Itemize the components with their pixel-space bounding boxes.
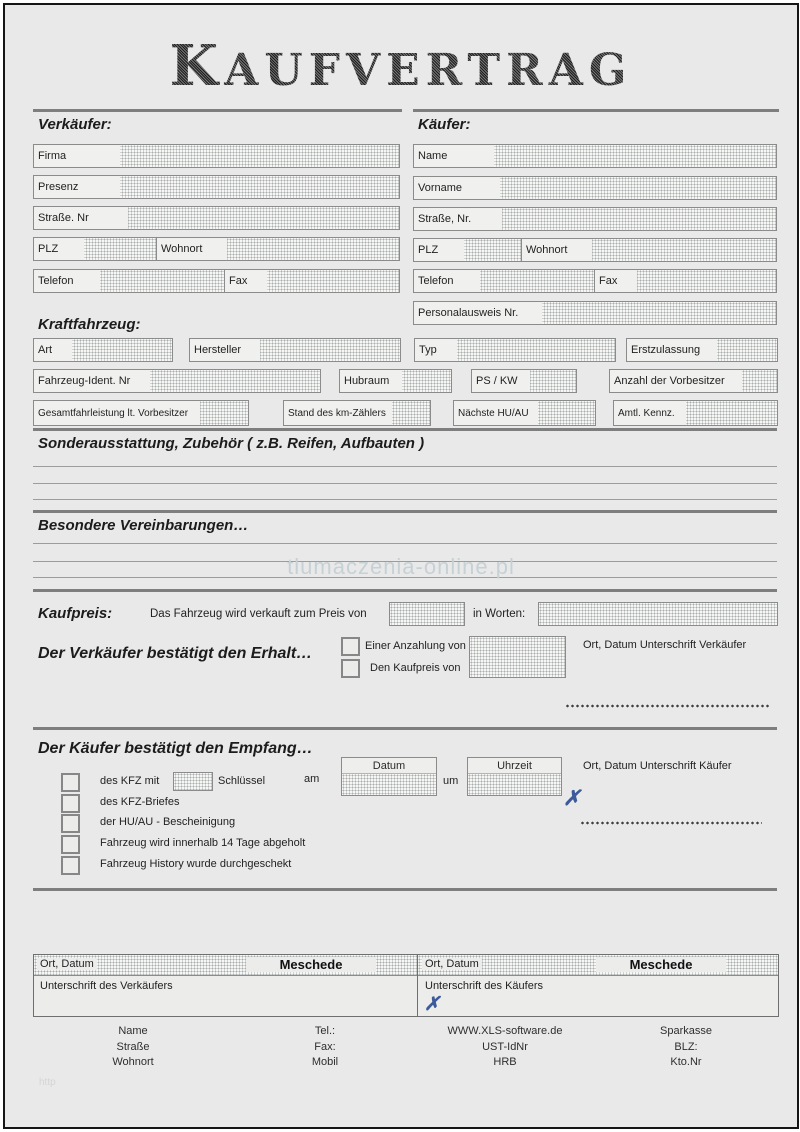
- seller-strasse-field[interactable]: [33, 206, 400, 230]
- am-label: am: [304, 773, 320, 785]
- kaeufer-heading: Käufer:: [418, 116, 471, 133]
- footer-bank-column: [611, 1024, 761, 1071]
- kfz-mit-checkbox[interactable]: [61, 773, 80, 792]
- buyer-name-field[interactable]: [413, 144, 777, 168]
- seller-plz-wohnort-field[interactable]: [33, 237, 400, 261]
- kfz-hubraum-field[interactable]: [339, 369, 452, 393]
- datum-label: Datum: [342, 758, 436, 774]
- kaufpreis-von-label: Den Kaufpreis von: [370, 662, 461, 674]
- kfz-km-stand-label: Stand des km-Zählers: [284, 401, 392, 425]
- footer-line: Wohnort: [112, 1056, 154, 1068]
- buyer-city: Meschede: [596, 957, 726, 972]
- divider: [413, 109, 779, 112]
- empfang-heading: Der Käufer bestätigt den Empfang…: [38, 740, 313, 757]
- seller-firma-field[interactable]: [33, 144, 400, 168]
- write-line[interactable]: [33, 483, 777, 484]
- faint-note: http: [39, 1077, 56, 1088]
- buyer-plz-field[interactable]: [414, 239, 521, 261]
- buyer-name-label: Name: [414, 145, 494, 167]
- schluessel-count-input[interactable]: [173, 772, 213, 791]
- kfz-typ-field[interactable]: [414, 338, 616, 362]
- kfz-vorbesitzer-label: Anzahl der Vorbesitzer: [610, 370, 742, 392]
- seller-signature-line[interactable]: [565, 704, 769, 708]
- kaufpreis-heading: Kaufpreis:: [38, 605, 113, 622]
- kfz-briefes-label: des KFZ-Briefes: [100, 796, 180, 808]
- footer-phone-column: [250, 1024, 400, 1071]
- seller-plz-field[interactable]: [34, 238, 156, 260]
- buyer-telefon-label: Telefon: [414, 270, 480, 292]
- seller-firma-label: Firma: [34, 145, 120, 167]
- footer-line: HRB: [493, 1056, 517, 1068]
- buyer-plz-label: PLZ: [414, 239, 464, 261]
- divider: [33, 510, 777, 513]
- footer-contact-column: [58, 1024, 208, 1071]
- buyer-fax-field[interactable]: [594, 270, 776, 292]
- abgeholt-label: Fahrzeug wird innerhalb 14 Tage abgeholt: [100, 837, 306, 849]
- hu-au-label: der HU/AU - Bescheinigung: [100, 816, 236, 828]
- buyer-wohnort-field[interactable]: [521, 239, 776, 261]
- divider: [33, 109, 402, 112]
- x-signature-mark: ✗: [424, 993, 440, 1015]
- seller-telefon-field[interactable]: [34, 270, 224, 292]
- seller-plz-label: PLZ: [34, 238, 84, 260]
- write-line[interactable]: [33, 499, 777, 500]
- footer-line: Name: [118, 1025, 148, 1037]
- history-label: Fahrzeug History wurde durchgeschekt: [100, 858, 292, 870]
- footer-line: Tel.:: [314, 1025, 336, 1037]
- kfz-hu-au-field[interactable]: [453, 400, 596, 426]
- buyer-unterschrift-label: Unterschrift des Käufers: [425, 980, 543, 992]
- kfz-erstzulassung-label: Erstzulassung: [627, 339, 717, 361]
- seller-signature-label: Ort, Datum Unterschrift Verkäufer: [583, 639, 747, 651]
- kfz-hersteller-label: Hersteller: [190, 339, 260, 361]
- anzahlung-checkbox[interactable]: [341, 637, 360, 656]
- in-worten-label: in Worten:: [473, 608, 526, 620]
- divider: [33, 589, 777, 592]
- uhrzeit-input[interactable]: [467, 757, 562, 796]
- vereinbarungen-heading: Besondere Vereinbarungen…: [38, 517, 249, 534]
- kfz-erstzulassung-field[interactable]: [626, 338, 778, 362]
- kfz-ps-kw-label: PS / KW: [472, 370, 530, 392]
- kfz-hubraum-label: Hubraum: [340, 370, 402, 392]
- buyer-strasse-label: Straße, Nr.: [414, 208, 502, 230]
- seller-presenz-label: Presenz: [34, 176, 120, 198]
- divider: [33, 727, 777, 730]
- signature-table: [33, 954, 779, 1017]
- anzahlung-label: Einer Anzahlung von: [365, 640, 466, 652]
- seller-fax-label: Fax: [225, 270, 267, 292]
- footer-line: Straße: [116, 1040, 150, 1053]
- buyer-strasse-field[interactable]: [413, 207, 777, 231]
- kfz-hu-au-label: Nächste HU/AU: [454, 401, 538, 425]
- history-checkbox[interactable]: [61, 856, 80, 875]
- erhalt-heading: Der Verkäufer bestätigt den Erhalt…: [38, 645, 313, 662]
- abgeholt-checkbox[interactable]: [61, 835, 80, 854]
- seller-wohnort-field[interactable]: [156, 238, 399, 260]
- seller-city: Meschede: [246, 957, 376, 972]
- seller-wohnort-label: Wohnort: [157, 238, 227, 260]
- sonderausstattung-heading: Sonderausstattung, Zubehör ( z.B. Reifen, Aufbauten ): [38, 435, 425, 452]
- kfz-heading: Kraftfahrzeug:: [38, 316, 141, 333]
- write-line[interactable]: [33, 543, 777, 544]
- kfz-art-label: Art: [34, 339, 72, 361]
- divider: [33, 888, 777, 891]
- write-line[interactable]: [33, 466, 777, 467]
- footer-line: Kto.Nr: [670, 1056, 702, 1068]
- kfz-art-field[interactable]: [33, 338, 173, 362]
- kaufpreis-sentence: Das Fahrzeug wird verkauft zum Preis von: [150, 608, 367, 620]
- footer-line: Sparkasse: [660, 1025, 712, 1037]
- kfz-gesamtfahrleistung-field[interactable]: [33, 400, 249, 426]
- x-signature-mark: ✗: [563, 785, 581, 810]
- buyer-signature-line[interactable]: [580, 821, 762, 825]
- kfz-ps-kw-field[interactable]: [471, 369, 577, 393]
- table-divider: [417, 955, 418, 1016]
- kfz-vorbesitzer-field[interactable]: [609, 369, 778, 393]
- page-title: KAUFVERTRAG: [5, 33, 797, 99]
- um-label: um: [443, 775, 459, 787]
- buyer-signature-label: Ort, Datum Unterschrift Käufer: [583, 760, 732, 772]
- datum-fill[interactable]: [342, 774, 436, 795]
- buyer-vorname-field[interactable]: [413, 176, 777, 200]
- seller-presenz-field[interactable]: [33, 175, 400, 199]
- kfz-briefes-checkbox[interactable]: [61, 794, 80, 813]
- buyer-telefon-fax-field[interactable]: [413, 269, 777, 293]
- anzahlung-amount-input[interactable]: [469, 636, 566, 678]
- footer-company-column: [405, 1024, 605, 1071]
- uhrzeit-label: Uhrzeit: [468, 758, 561, 774]
- footer-line: Mobil: [311, 1056, 339, 1068]
- kfz-gesamtfahrleistung-label: Gesamtfahrleistung lt. Vorbesitzer: [34, 401, 200, 425]
- kfz-ident-field[interactable]: [33, 369, 321, 393]
- seller-strasse-label: Straße. Nr: [34, 207, 128, 229]
- kaufvertrag-form: [3, 3, 799, 1129]
- footer-line: WWW.XLS-software.de: [447, 1025, 563, 1037]
- kfz-kennz-label: Amtl. Kennz.: [614, 401, 686, 425]
- buyer-vorname-label: Vorname: [414, 177, 500, 199]
- seller-ort-datum-label: Ort, Datum: [37, 958, 97, 970]
- seller-telefon-label: Telefon: [34, 270, 100, 292]
- buyer-personalausweis-label: Personalausweis Nr.: [414, 302, 542, 324]
- hu-au-checkbox[interactable]: [61, 814, 80, 833]
- datum-input[interactable]: [341, 757, 437, 796]
- seller-unterschrift-label: Unterschrift des Verkäufers: [40, 980, 173, 992]
- seller-telefon-fax-field[interactable]: [33, 269, 400, 293]
- kfz-ident-label: Fahrzeug-Ident. Nr: [34, 370, 150, 392]
- buyer-plz-wohnort-field[interactable]: [413, 238, 777, 262]
- buyer-ort-datum-label: Ort, Datum: [422, 958, 482, 970]
- verkaeufer-heading: Verkäufer:: [38, 116, 112, 133]
- buyer-telefon-field[interactable]: [414, 270, 594, 292]
- price-input[interactable]: [389, 602, 465, 626]
- footer-line: Fax:: [314, 1040, 336, 1053]
- kfz-km-stand-field[interactable]: [283, 400, 431, 426]
- footer-line: UST-IdNr: [482, 1040, 528, 1053]
- kfz-kennz-field[interactable]: [613, 400, 778, 426]
- kfz-typ-label: Typ: [415, 339, 457, 361]
- kaufpreis-von-checkbox[interactable]: [341, 659, 360, 678]
- seller-fax-field[interactable]: [224, 270, 399, 292]
- footer-line: BLZ:: [674, 1040, 698, 1053]
- divider: [33, 428, 777, 431]
- buyer-personalausweis-field[interactable]: [413, 301, 777, 325]
- watermark: tlumaczenia-online.pl: [287, 554, 515, 579]
- kfz-hersteller-field[interactable]: [189, 338, 401, 362]
- schluessel-label: Schlüssel: [218, 775, 266, 787]
- buyer-fax-label: Fax: [595, 270, 637, 292]
- price-words-input[interactable]: [538, 602, 778, 626]
- buyer-wohnort-label: Wohnort: [522, 239, 592, 261]
- uhrzeit-fill[interactable]: [468, 774, 561, 795]
- kfz-mit-label: des KFZ mit: [100, 775, 160, 787]
